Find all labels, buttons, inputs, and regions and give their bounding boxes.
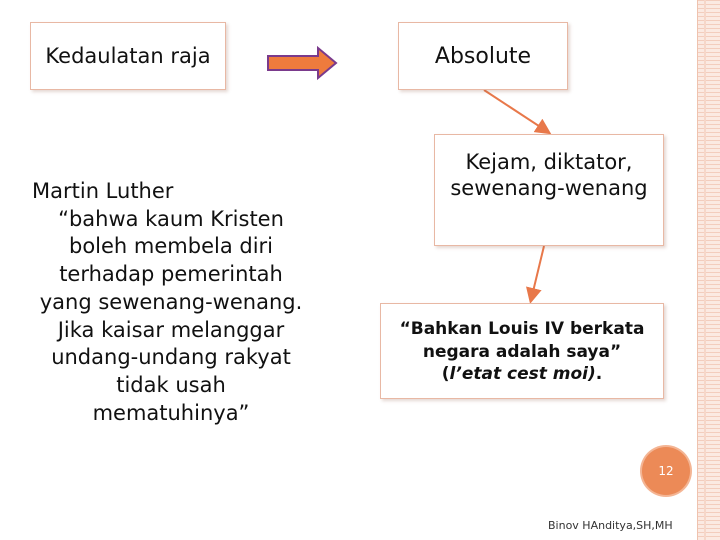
connector-absolute-to-kejam	[484, 90, 548, 132]
martin-line: Jika kaisar melanggar	[57, 317, 285, 342]
box-kejam-line2: sewenang-wenang	[450, 176, 648, 201]
martin-line: boleh membela diri	[68, 234, 273, 259]
box-kedaulatan-raja	[30, 22, 226, 90]
martin-line: mematuhinya”	[92, 400, 250, 425]
box-absolute	[398, 22, 568, 90]
martin-title: Martin Luther	[32, 179, 174, 203]
french-quote: l’etat cest moi)	[449, 364, 596, 385]
period: .	[595, 364, 603, 385]
martin-line: terhadap pemerintah	[59, 262, 283, 287]
martin-luther-quote	[20, 178, 322, 427]
page-number-badge	[642, 447, 690, 495]
box-louis-quote	[380, 303, 664, 399]
box-louis-line2: negara adalah saya”	[422, 341, 622, 362]
box-kejam-line1: Kejam, diktator,	[465, 150, 633, 174]
block-arrow-right-icon	[268, 48, 336, 78]
box-kejam	[434, 134, 664, 246]
martin-line: “bahwa kaum Kristen	[58, 206, 284, 231]
martin-line: tidak usah	[116, 373, 226, 398]
martin-line: undang-undang rakyat	[51, 345, 291, 370]
box-louis-line3	[400, 363, 645, 386]
martin-line: yang sewenang-wenang.	[39, 289, 303, 314]
connector-kejam-to-louis	[531, 246, 544, 300]
paren-open: (	[441, 364, 450, 385]
box-louis-line1: “Bahkan Louis IV berkata	[399, 318, 645, 339]
box-absolute-label: Absolute	[434, 43, 532, 69]
box-kedaulatan-label: Kedaulatan raja	[45, 44, 211, 68]
footer-author: Binov HAnditya,SH,MH	[548, 519, 673, 532]
page-number: 12	[658, 464, 674, 478]
